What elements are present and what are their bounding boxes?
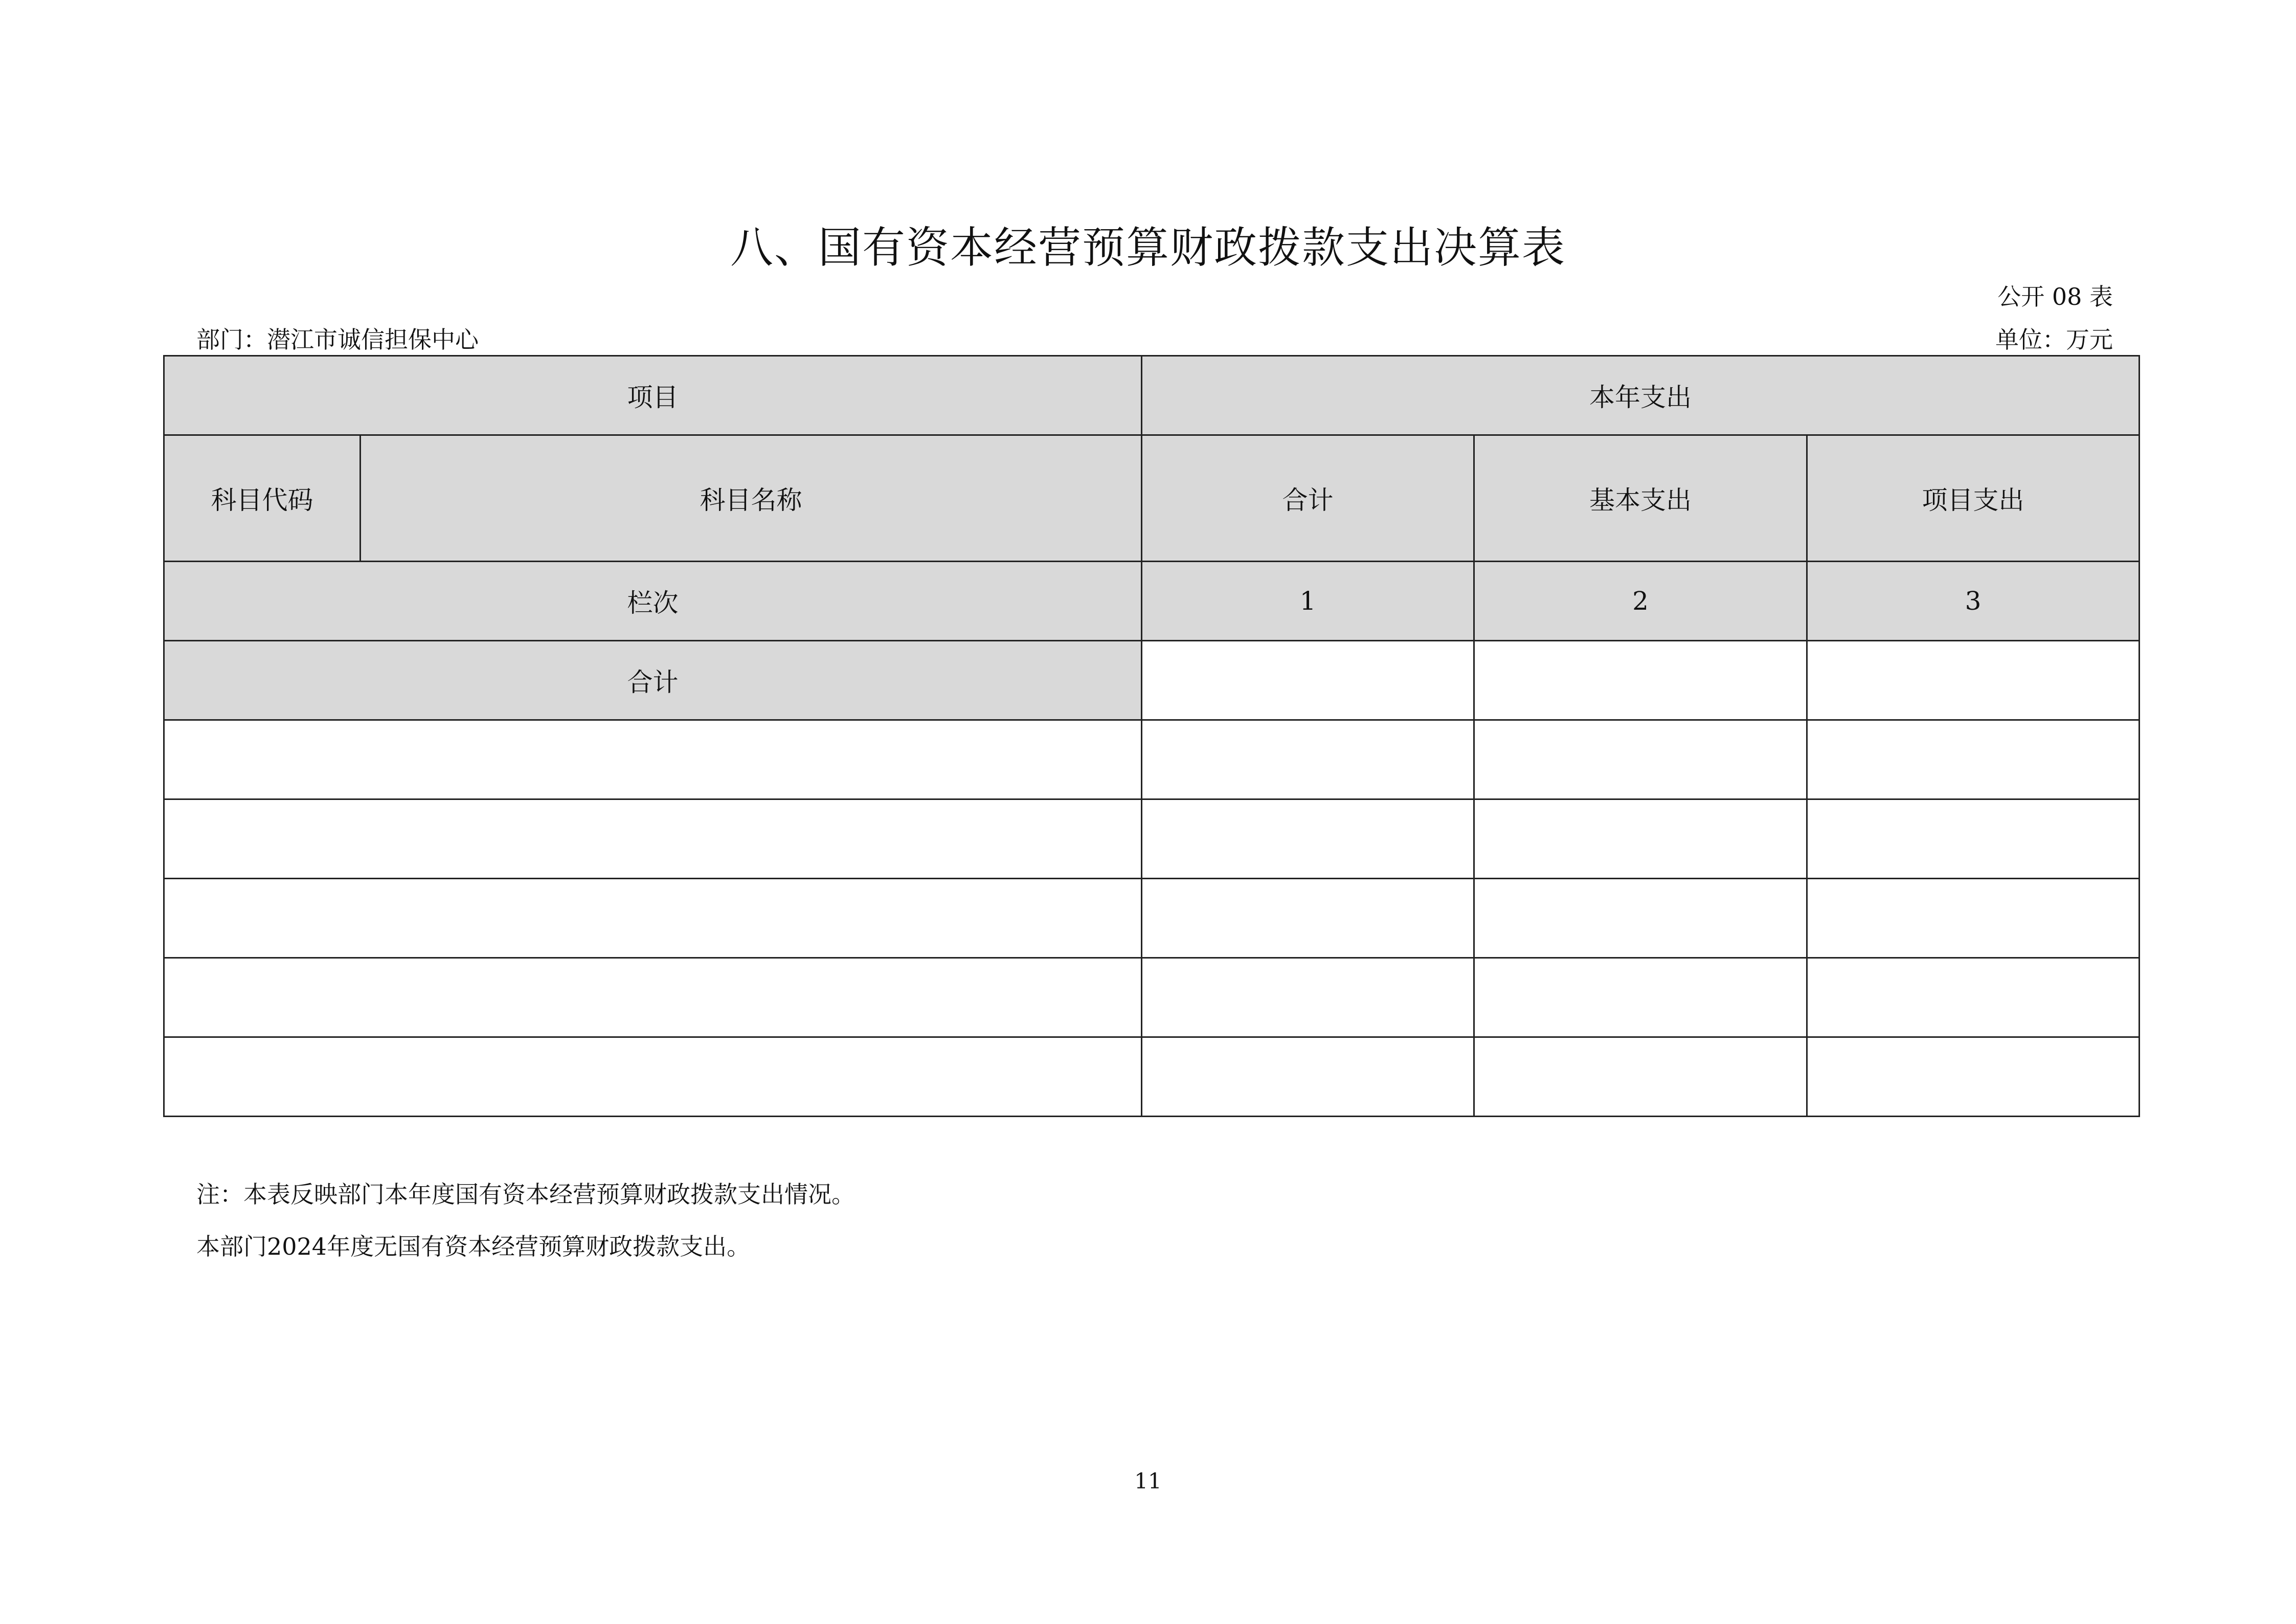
header-basic-expenditure: 基本支出 bbox=[1474, 435, 1807, 562]
unit-label: 单位：万元 bbox=[1995, 326, 2113, 353]
header-current-year-expenditure: 本年支出 bbox=[1142, 356, 2140, 435]
row-total bbox=[1142, 879, 1474, 958]
column-number-1: 1 bbox=[1142, 562, 1474, 641]
row-subject bbox=[164, 720, 1142, 799]
budget-table bbox=[163, 355, 2140, 1117]
column-header-row bbox=[164, 435, 2140, 562]
row-basic bbox=[1474, 799, 1807, 879]
header-subject-code: 科目代码 bbox=[164, 435, 361, 562]
column-number-row bbox=[164, 562, 2140, 641]
table-row bbox=[164, 879, 2140, 958]
total-row-label: 合计 bbox=[164, 641, 1142, 720]
table-row bbox=[164, 799, 2140, 879]
department-label: 部门：潜江市诚信担保中心 bbox=[196, 326, 479, 353]
page-title: 八、国有资本经营预算财政拨款支出决算表 bbox=[730, 223, 1566, 273]
header-project-expenditure: 项目支出 bbox=[1807, 435, 2140, 562]
row-total bbox=[1142, 958, 1474, 1037]
header-subject-name: 科目名称 bbox=[361, 435, 1142, 562]
row-subject bbox=[164, 1037, 1142, 1117]
note-no-expenditure: 本部门2024年度无国有资本经营预算财政拨款支出。 bbox=[196, 1233, 751, 1260]
table-row bbox=[164, 720, 2140, 799]
row-basic bbox=[1474, 1037, 1807, 1117]
row-basic bbox=[1474, 720, 1807, 799]
row-project bbox=[1807, 879, 2140, 958]
header-total: 合计 bbox=[1142, 435, 1474, 562]
column-number-label: 栏次 bbox=[164, 562, 1142, 641]
note-description: 注：本表反映部门本年度国有资本经营预算财政拨款支出情况。 bbox=[196, 1181, 855, 1208]
row-total bbox=[1142, 799, 1474, 879]
row-subject bbox=[164, 799, 1142, 879]
total-row-total bbox=[1142, 641, 1474, 720]
total-row-project bbox=[1807, 641, 2140, 720]
table-row bbox=[164, 1037, 2140, 1117]
total-row-basic bbox=[1474, 641, 1807, 720]
row-project bbox=[1807, 1037, 2140, 1117]
total-row bbox=[164, 641, 2140, 720]
table-row bbox=[164, 958, 2140, 1037]
row-subject bbox=[164, 879, 1142, 958]
row-project bbox=[1807, 799, 2140, 879]
row-total bbox=[1142, 720, 1474, 799]
group-header-row bbox=[164, 356, 2140, 435]
column-number-3: 3 bbox=[1807, 562, 2140, 641]
page-number: 11 bbox=[1134, 1469, 1162, 1494]
header-item: 项目 bbox=[164, 356, 1142, 435]
row-project bbox=[1807, 958, 2140, 1037]
column-number-2: 2 bbox=[1474, 562, 1807, 641]
row-subject bbox=[164, 958, 1142, 1037]
row-basic bbox=[1474, 879, 1807, 958]
form-code: 公开 08 表 bbox=[1997, 283, 2113, 310]
row-total bbox=[1142, 1037, 1474, 1117]
row-project bbox=[1807, 720, 2140, 799]
row-basic bbox=[1474, 958, 1807, 1037]
